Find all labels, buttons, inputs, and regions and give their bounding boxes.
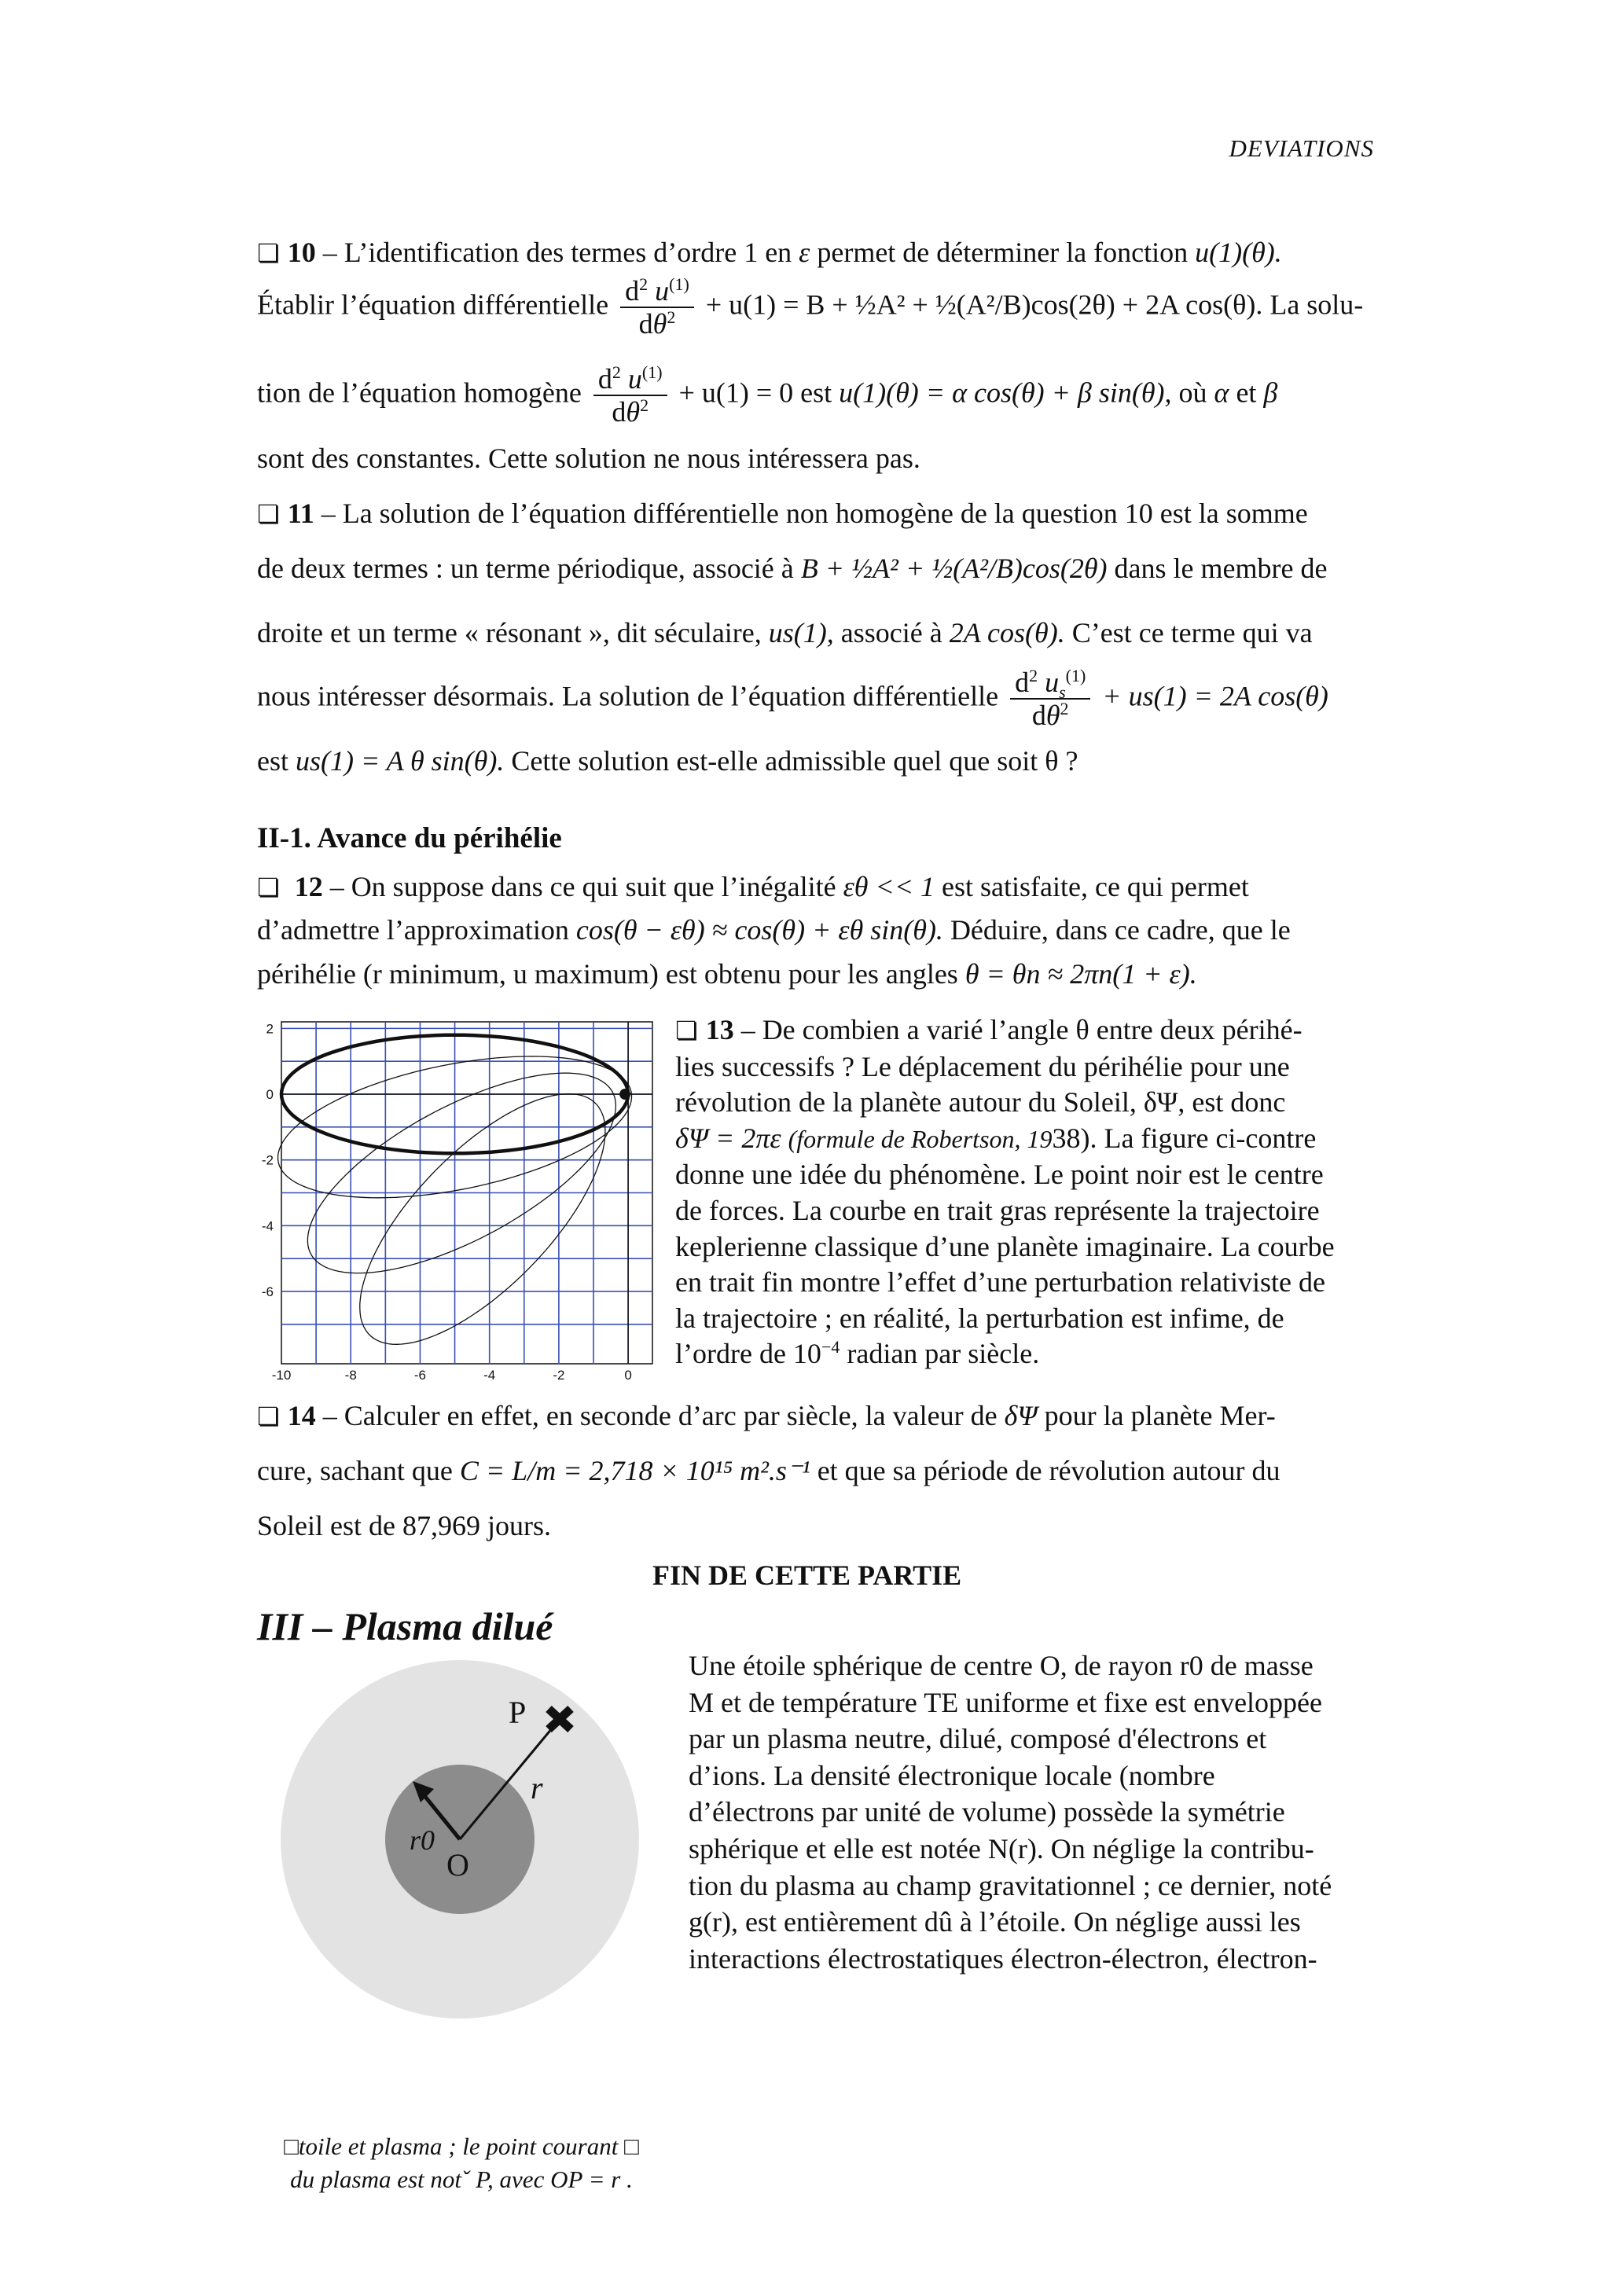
checkbox-icon: ❏ (257, 1401, 280, 1431)
q13-line10-start: l’ordre de 10 (675, 1338, 821, 1370)
q11-line4-start: nous intéresser désormais. La solution de l’équation différentielle (257, 680, 999, 712)
q10-intro-end: permet de déterminer la fonction (817, 237, 1189, 268)
q10-line3-text: tion de l’équation homogène (257, 377, 582, 409)
x-tick-label: -8 (344, 1368, 357, 1383)
q12-line2-start: d’admettre l’approximation (257, 914, 569, 946)
q11-line3-mid: associé à (840, 617, 942, 648)
q13-line9: la trajectoire ; en réalité, la perturbation est infime, de (675, 1302, 1284, 1334)
us1-symbol: us(1), (768, 617, 834, 648)
caption-line-2: du plasma est notˇ P, avec OP = r . (290, 2166, 633, 2193)
q14-line1 (257, 1398, 1375, 1435)
eps-symbol: ε (799, 237, 810, 268)
part3-line-7: tion du plasma au champ gravitationnel ; ce dernier, noté (689, 1869, 1332, 1901)
part3-line-3: par un plasma neutre, dilué, composé d'électrons et (689, 1723, 1267, 1755)
q11-line3-start: droite et un terme « résonant », dit séculaire, (257, 617, 762, 648)
q12-line3 (257, 956, 1375, 992)
label-P: P (509, 1695, 527, 1730)
q11-line5-start: est (257, 745, 288, 777)
q14-line2-start: cure, sachant que (257, 1455, 453, 1486)
q11-line2-end: dans le membre de (1114, 553, 1328, 584)
q13-line4-end: La figure ci-contre (1104, 1122, 1317, 1154)
q11-line5 (257, 743, 1375, 779)
checkbox-icon: ❏ (257, 499, 280, 529)
y-tick-label: 2 (266, 1021, 274, 1037)
q12-line2 (257, 912, 1375, 948)
q13-number: 13 (705, 1014, 734, 1045)
q13-line10-end: radian par siècle. (847, 1338, 1040, 1370)
q12-line2-end: Déduire, dans ce cadre, que le (950, 914, 1291, 946)
orbit-plot (252, 1014, 660, 1383)
part3-line-1: Une étoile sphérique de centre O, de rayon r0 de masse (689, 1650, 1314, 1681)
q10-line4: sont des constantes. Cette solution ne nous intéressera pas. (257, 443, 920, 474)
q10-la-solu: La solu- (1269, 288, 1364, 321)
q14-line3: Soleil est de 87,969 jours. (257, 1510, 551, 1541)
q14-line2 (257, 1453, 1375, 1489)
checkbox-icon: ❏ (257, 872, 280, 902)
checkbox-icon: ❏ (257, 238, 280, 268)
q11-line3-end: C’est ce terme qui va (1071, 617, 1313, 648)
figure-caption (257, 2130, 666, 2196)
u1-theta: u(1)(θ). (1195, 237, 1282, 268)
q11-line1 (257, 495, 1375, 532)
q14-line1-start: – Calculer en effet, en seconde d’arc par siècle, la valeur de (322, 1400, 998, 1431)
q13-exponent: −4 (821, 1337, 840, 1357)
perturbed-orbit-curve (360, 1094, 605, 1345)
running-header: DEVIATIONS (1229, 134, 1374, 162)
y-tick-label: -4 (261, 1218, 274, 1234)
q13-block (675, 1012, 1375, 1372)
q13-line10 (675, 1336, 1375, 1372)
q10-line3 (257, 363, 1375, 428)
fraction-d2u-hom: $\frac{d^2 u^{(1)}}{d\theta^2}$ (593, 363, 667, 428)
part3-line-8: g(r), est entièrement dû à l’étoile. On néglige aussi les (689, 1906, 1301, 1938)
part3-line-6: sphérique et elle est notée N(r). On néglige la contribu- (689, 1832, 1314, 1864)
q12-line1-expr: εθ << 1 (843, 871, 935, 902)
plot-ticks (262, 1021, 632, 1383)
q13-line7: keplerienne classique d’une planète imaginaire. La courbe (675, 1230, 1335, 1262)
q11-line2-start: de deux termes : un terme périodique, associé à (257, 553, 794, 584)
label-O: O (446, 1847, 469, 1883)
q11-line5-expr: us(1) = A θ sin(θ). (296, 745, 505, 777)
q13-line3: révolution de la planète autour du Soleil, δΨ, est donc (675, 1086, 1286, 1119)
q13-line2: lies successifs ? Le déplacement du périhélie pour une (675, 1050, 1290, 1082)
q12-line1-start: – On suppose dans ce qui suit que l’inégalité (329, 871, 836, 902)
q10-ou: où (1178, 377, 1207, 409)
part3-paragraph (689, 1648, 1376, 1977)
x-tick-label: -6 (413, 1368, 427, 1383)
x-tick-label: -2 (553, 1368, 565, 1383)
part3-line-9: interactions électrostatiques électron-électron, électron- (689, 1942, 1317, 1975)
y-tick-label: 0 (266, 1087, 274, 1103)
y-tick-label: -6 (261, 1284, 274, 1299)
q12-line3-expr: θ = θn ≈ 2πn(1 + ε). (964, 958, 1197, 990)
q13-line4-expr: δΨ = 2πε (675, 1122, 781, 1154)
q14-line2-expr: C = L/m = 2,718 × 10¹⁵ m².s⁻¹ (459, 1455, 810, 1486)
q11-line3 (257, 615, 1375, 651)
part3-line-5: d’électrons par unité de volume) possède la symétrie (689, 1796, 1285, 1828)
q13-line1 (675, 1012, 1375, 1049)
part3-title: III – Plasma dilué (257, 1604, 553, 1648)
q13-line8: en trait fin montre l’effet d’une perturbation relativiste de (675, 1266, 1326, 1299)
star-plasma-figure (279, 1659, 641, 2020)
q13-citation: (formule de Robertson, 19 (788, 1124, 1053, 1153)
q12-line3-start: périhélie (r minimum, u maximum) est obtenu pour les angles (257, 958, 958, 990)
q10-line2-text: Établir l’équation différentielle (257, 288, 609, 321)
q13-citation-year: 38). (1052, 1122, 1097, 1154)
q14-number: 14 (287, 1400, 316, 1431)
q10-intro: – L’identification des termes d’ordre 1 en (322, 237, 792, 268)
x-tick-label: 0 (624, 1368, 632, 1383)
q10-number: 10 (287, 237, 316, 268)
q14-line2-end: et que sa période de révolution autour du (817, 1455, 1280, 1486)
label-r0: r0 (410, 1824, 435, 1856)
q13-line5: donne une idée du phénomène. Le point noir est le centre (675, 1159, 1324, 1191)
q11-line4-eq: + us(1) = 2A cos(θ) (1102, 680, 1328, 712)
alpha-symbol: α (1214, 377, 1229, 409)
label-r: r (531, 1770, 543, 1806)
q13-line1-text: – De combien a varié l’angle θ entre deux périhé- (740, 1014, 1303, 1045)
q12-line1 (257, 869, 1375, 906)
q12-line2-expr: cos(θ − εθ) ≈ cos(θ) + εθ sin(θ). (575, 914, 943, 946)
section-title: II-1. Avance du périhélie (257, 822, 562, 854)
q11-line5-end: Cette solution est-elle admissible quel que soit θ ? (511, 745, 1078, 777)
part3-line-2: M et de température TE uniforme et fixe est enveloppée (689, 1686, 1323, 1718)
q14-line1-end: pour la planète Mer- (1044, 1400, 1276, 1431)
q10-est: est (800, 377, 832, 409)
beta-symbol: β (1263, 377, 1278, 409)
q10-line1 (257, 234, 1375, 271)
q10-eq-rhs: + u(1) = B + ½A² + ½(A²/B)cos(2θ) + 2A cos(θ). (705, 288, 1263, 321)
q13-line6: de forces. La courbe en trait gras représente la trajectoire (675, 1194, 1320, 1226)
q11-line1-text: – La solution de l’équation différentielle non homogène de la question 10 est la somme (321, 498, 1308, 529)
perturbed-orbit-curve (307, 1073, 615, 1273)
q11-line4 (257, 667, 1375, 731)
caption-line-1: □toile et plasma ; le point courant □ (284, 2133, 639, 2160)
x-tick-label: -10 (271, 1368, 292, 1383)
q10-hom-solution: u(1)(θ) = α cos(θ) + β sin(θ), (839, 377, 1172, 409)
end-of-part: FIN DE CETTE PARTIE (652, 1559, 962, 1591)
q10-line2 (257, 275, 1375, 340)
q12-line1-end: est satisfaite, ce qui permet (942, 871, 1249, 902)
part3-line-4: d’ions. La densité électronique locale (nombre (689, 1759, 1215, 1791)
fraction-d2us: $\frac{d^2 u_s^{(1)}}{d\theta^2}$ (1010, 667, 1090, 731)
q13-line4 (675, 1121, 1375, 1158)
q11-line2-expr: B + ½A² + ½(A²/B)cos(2θ) (800, 553, 1108, 584)
delta-psi-symbol: δΨ (1004, 1400, 1038, 1431)
plot-grid (281, 1022, 652, 1364)
q10-eq-hom: + u(1) = 0 (678, 377, 794, 409)
q11-number: 11 (287, 498, 314, 529)
fraction-d2u: $\frac{d^2 u^{(1)}}{d\theta^2}$ (620, 275, 694, 340)
center-of-force-point (619, 1089, 630, 1100)
checkbox-icon: ❏ (675, 1016, 698, 1045)
x-tick-label: -4 (483, 1368, 496, 1383)
q11-line2 (257, 550, 1375, 586)
y-tick-label: -2 (261, 1152, 274, 1168)
q12-number: 12 (294, 871, 323, 902)
q10-et: et (1236, 377, 1257, 409)
q11-line3-expr: 2A cos(θ). (949, 617, 1065, 648)
